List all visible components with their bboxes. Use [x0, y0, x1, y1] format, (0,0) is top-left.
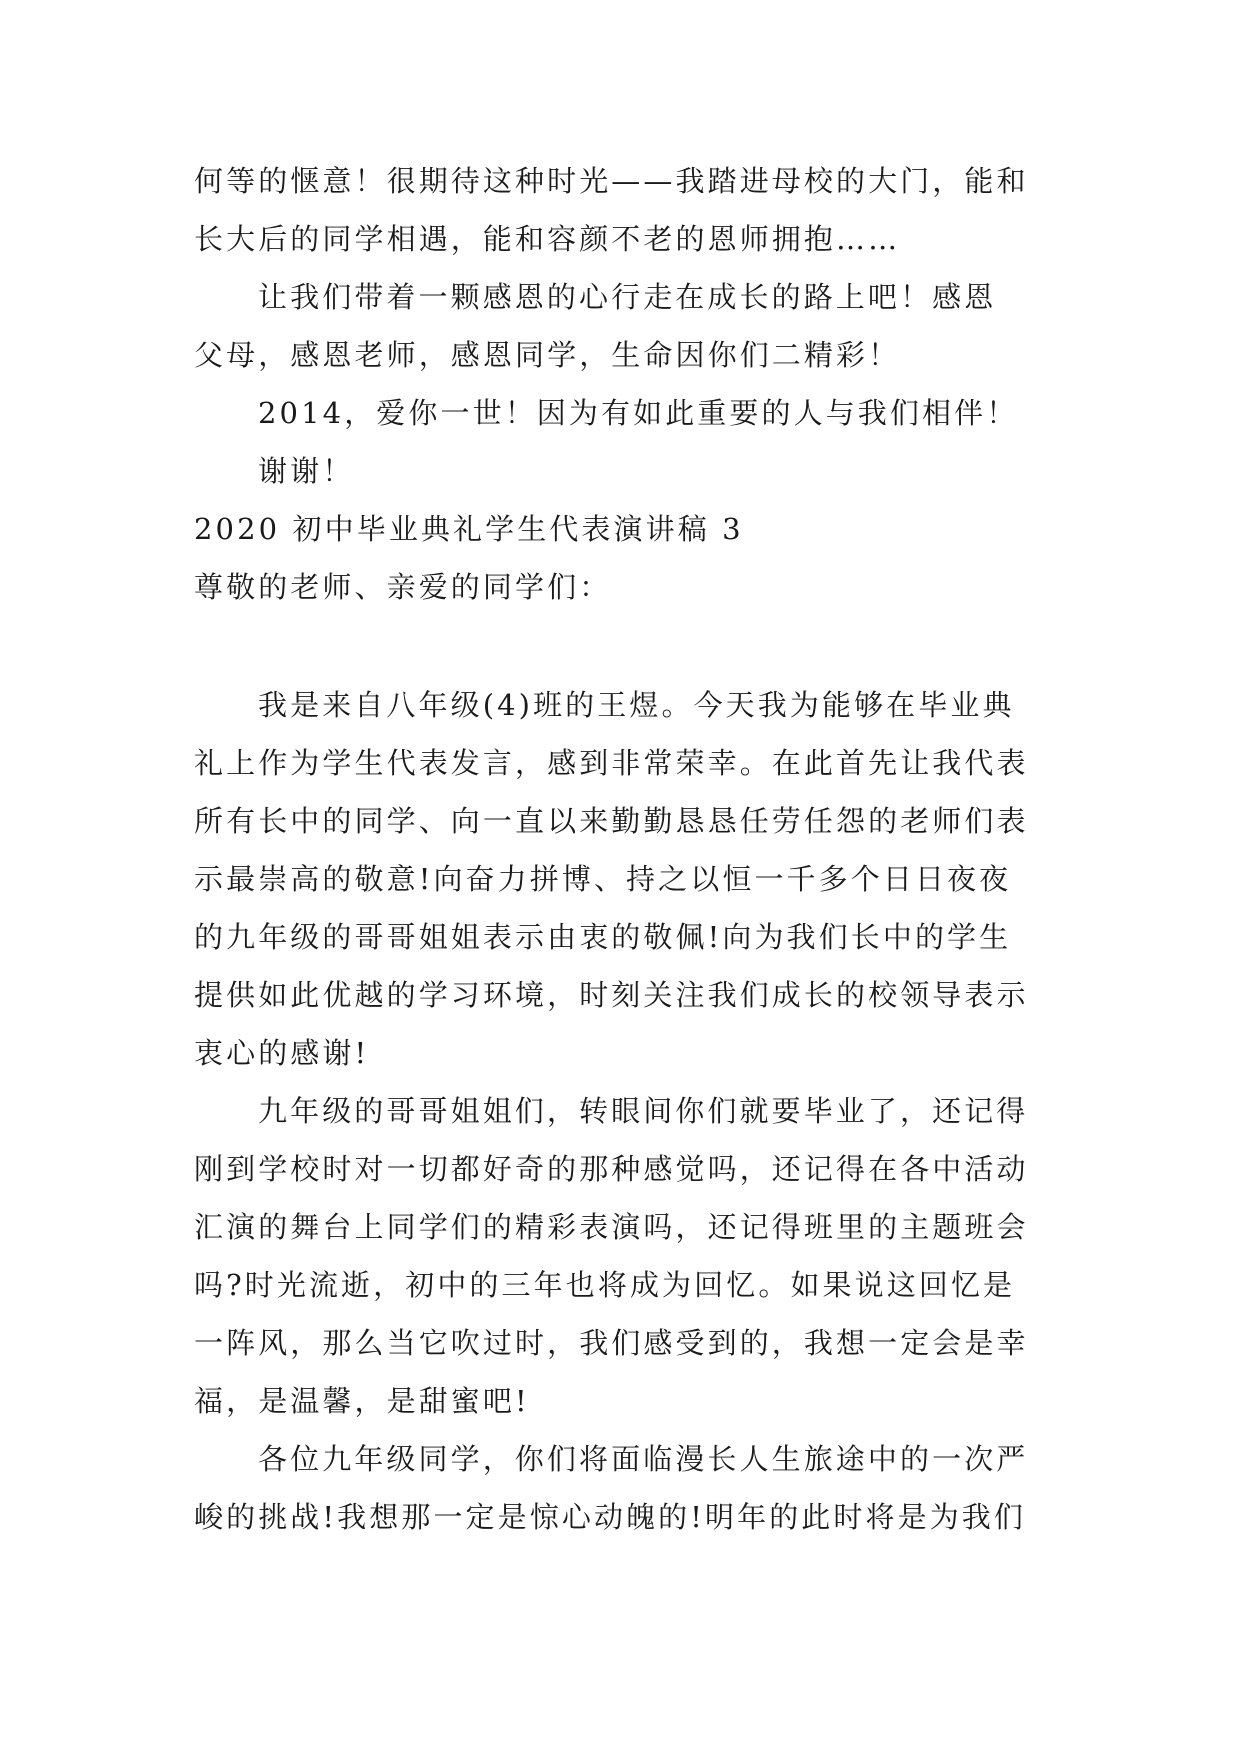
text-line: 2020 初中毕业典礼学生代表演讲稿 3 — [194, 512, 744, 546]
text-line: 刚到学校时对一切都好奇的那种感觉吗，还记得在各中活动 — [194, 1152, 1029, 1186]
text-line: 福，是温馨，是甜蜜吧! — [194, 1384, 530, 1418]
text-line: 九年级的哥哥姐姐们，转眼间你们就要毕业了，还记得 — [258, 1094, 1029, 1128]
text-line: 尊敬的老师、亲爱的同学们： — [194, 570, 612, 604]
text-line: 衷心的感谢! — [194, 1036, 370, 1070]
text-line: 让我们带着一颗感恩的心行走在成长的路上吧！感恩 — [258, 280, 997, 314]
text-line: 汇演的舞台上同学们的精彩表演吗，还记得班里的主题班会 — [194, 1210, 1029, 1244]
text-line: 我是来自八年级(4)班的王煜。今天我为能够在毕业典 — [258, 688, 1015, 722]
text-line: 谢谢！ — [258, 454, 355, 488]
text-line: 吗?时光流逝，初中的三年也将成为回忆。如果说这回忆是 — [194, 1268, 1016, 1302]
text-line: 长大后的同学相遇，能和容颜不老的恩师拥抱…… — [194, 222, 901, 256]
text-line: 所有长中的同学、向一直以来勤勤恳恳任劳任怨的老师们表 — [194, 804, 1029, 838]
document-body — [194, 152, 1064, 1546]
blank-line — [194, 616, 1064, 676]
text-line: 2014，爱你一世！因为有如此重要的人与我们相伴！ — [258, 396, 1019, 430]
text-line: 提供如此优越的学习环境，时刻关注我们成长的校领导表示 — [194, 978, 1029, 1012]
text-line: 的九年级的哥哥姐姐表示由衷的敬佩!向为我们长中的学生 — [194, 920, 1012, 954]
text-line: 礼上作为学生代表发言，感到非常荣幸。在此首先让我代表 — [194, 746, 1029, 780]
text-line: 峻的挑战!我想那一定是惊心动魄的!明年的此时将是为我们 — [194, 1500, 1027, 1534]
text-line: 何等的惬意！很期待这种时光——我踏进母校的大门，能和 — [194, 164, 1029, 198]
text-line: 示最崇高的敬意!向奋力拼博、持之以恒一千多个日日夜夜 — [194, 862, 1012, 896]
text-line: 一阵风，那么当它吹过时，我们感受到的，我想一定会是幸 — [194, 1326, 1029, 1360]
text-line: 父母，感恩老师，感恩同学，生命因你们二精彩！ — [194, 338, 901, 372]
text-line: 各位九年级同学，你们将面临漫长人生旅途中的一次严 — [258, 1442, 1029, 1476]
